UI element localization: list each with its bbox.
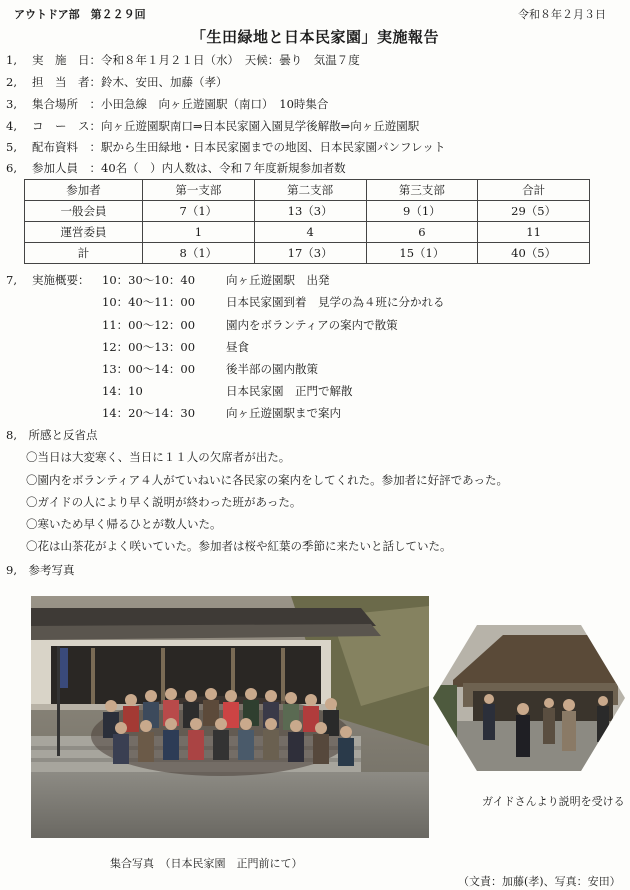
schedule-row: 12：00～13：00 昼食 bbox=[102, 340, 249, 354]
group-photo bbox=[31, 596, 429, 838]
table-header-cell: 合計 bbox=[478, 180, 590, 201]
participants-table bbox=[24, 179, 590, 264]
remarks-heading: 8, 所感と反省点 bbox=[6, 428, 98, 442]
table-cell: 40（5） bbox=[478, 243, 590, 264]
schedule-row: 14：20～14：30 向ヶ丘遊園駅まで案内 bbox=[102, 406, 341, 420]
schedule-row: 14：10 日本民家園 正門で解散 bbox=[102, 384, 353, 398]
table-cell: 一般会員 bbox=[25, 201, 143, 222]
table-cell: 9（1） bbox=[366, 201, 478, 222]
overview-heading: 7, 実施概要： bbox=[6, 273, 90, 287]
table-header-cell: 第一支部 bbox=[143, 180, 255, 201]
table-cell: 15（1） bbox=[366, 243, 478, 264]
item-handouts: 5, 配布資料 ：駅から生田緑地・日本民家園までの地図、日本民家園パンフレット bbox=[6, 140, 446, 154]
schedule-row: 11：00～12：00 園内をボランティアの案内で散策 bbox=[102, 318, 398, 332]
table-cell: 7（1） bbox=[143, 201, 255, 222]
series-label: アウトドア部 第２２９回 bbox=[14, 8, 146, 21]
table-header-cell: 第三支部 bbox=[366, 180, 478, 201]
table-row bbox=[25, 222, 590, 243]
remark-line: 〇園内をボランティア４人がていねいに各民家の案内をしてくれた。参加者に好評であった。 bbox=[26, 473, 508, 487]
item-meeting-place: 3, 集合場所 ：小田急線 向ヶ丘遊園駅（南口） 10時集合 bbox=[6, 97, 329, 111]
table-cell: 運営委員 bbox=[25, 222, 143, 243]
table-cell: 17（3） bbox=[254, 243, 366, 264]
report-date: 令和８年２月３日 bbox=[518, 8, 606, 21]
item-course: 4, コ ー ス：向ヶ丘遊園駅南口⇒日本民家園入園見学後解散⇒向ヶ丘遊園駅 bbox=[6, 119, 420, 133]
table-cell: 29（5） bbox=[478, 201, 590, 222]
table-cell: 1 bbox=[143, 222, 255, 243]
remark-line: 〇当日は大変寒く、当日に１１人の欠席者が出た。 bbox=[26, 450, 291, 464]
table-cell: 4 bbox=[254, 222, 366, 243]
table-cell: 6 bbox=[366, 222, 478, 243]
table-header-cell: 第二支部 bbox=[254, 180, 366, 201]
guide-photo bbox=[433, 625, 625, 771]
credit-line: （文責：加藤(孝)、写真：安田） bbox=[458, 875, 621, 888]
group-photo-caption: 集合写真 （日本民家園 正門前にて） bbox=[110, 857, 303, 870]
page-title: 「生田緑地と日本民家園」実施報告 bbox=[190, 28, 439, 46]
remark-line: 〇ガイドの人により早く説明が終わった班があった。 bbox=[26, 495, 302, 509]
item-participants: 6, 参加人員 ：40名（ ）内人数は、令和７年度新規参加者数 bbox=[6, 161, 346, 175]
table-row bbox=[25, 201, 590, 222]
schedule-row: 10：40～11：00 日本民家園到着 見学の為４班に分かれる bbox=[102, 295, 445, 309]
table-cell: 11 bbox=[478, 222, 590, 243]
item-staff: 2, 担 当 者：鈴木、安田、加藤（孝） bbox=[6, 75, 228, 89]
table-header-row bbox=[25, 180, 590, 201]
table-row bbox=[25, 243, 590, 264]
schedule-row: 10：30～10：40 向ヶ丘遊園駅 出発 bbox=[102, 273, 330, 287]
remark-line: 〇花は山茶花がよく咲いていた。参加者は桜や紅葉の季節に来たいと話していた。 bbox=[26, 539, 452, 553]
photos-heading: 9, 参考写真 bbox=[6, 563, 75, 577]
remark-line: 〇寒いため早く帰るひとが数人いた。 bbox=[26, 517, 222, 531]
guide-photo-caption: ガイドさんより説明を受ける bbox=[482, 795, 625, 808]
schedule-row: 13：00～14：00 後半部の園内散策 bbox=[102, 362, 318, 376]
table-cell: 8（1） bbox=[143, 243, 255, 264]
item-date: 1, 実 施 日：令和８年１月２１日（水） 天候：曇り 気温７度 bbox=[6, 53, 360, 67]
table-header-cell: 参加者 bbox=[25, 180, 143, 201]
table-cell: 13（3） bbox=[254, 201, 366, 222]
table-cell: 計 bbox=[25, 243, 143, 264]
